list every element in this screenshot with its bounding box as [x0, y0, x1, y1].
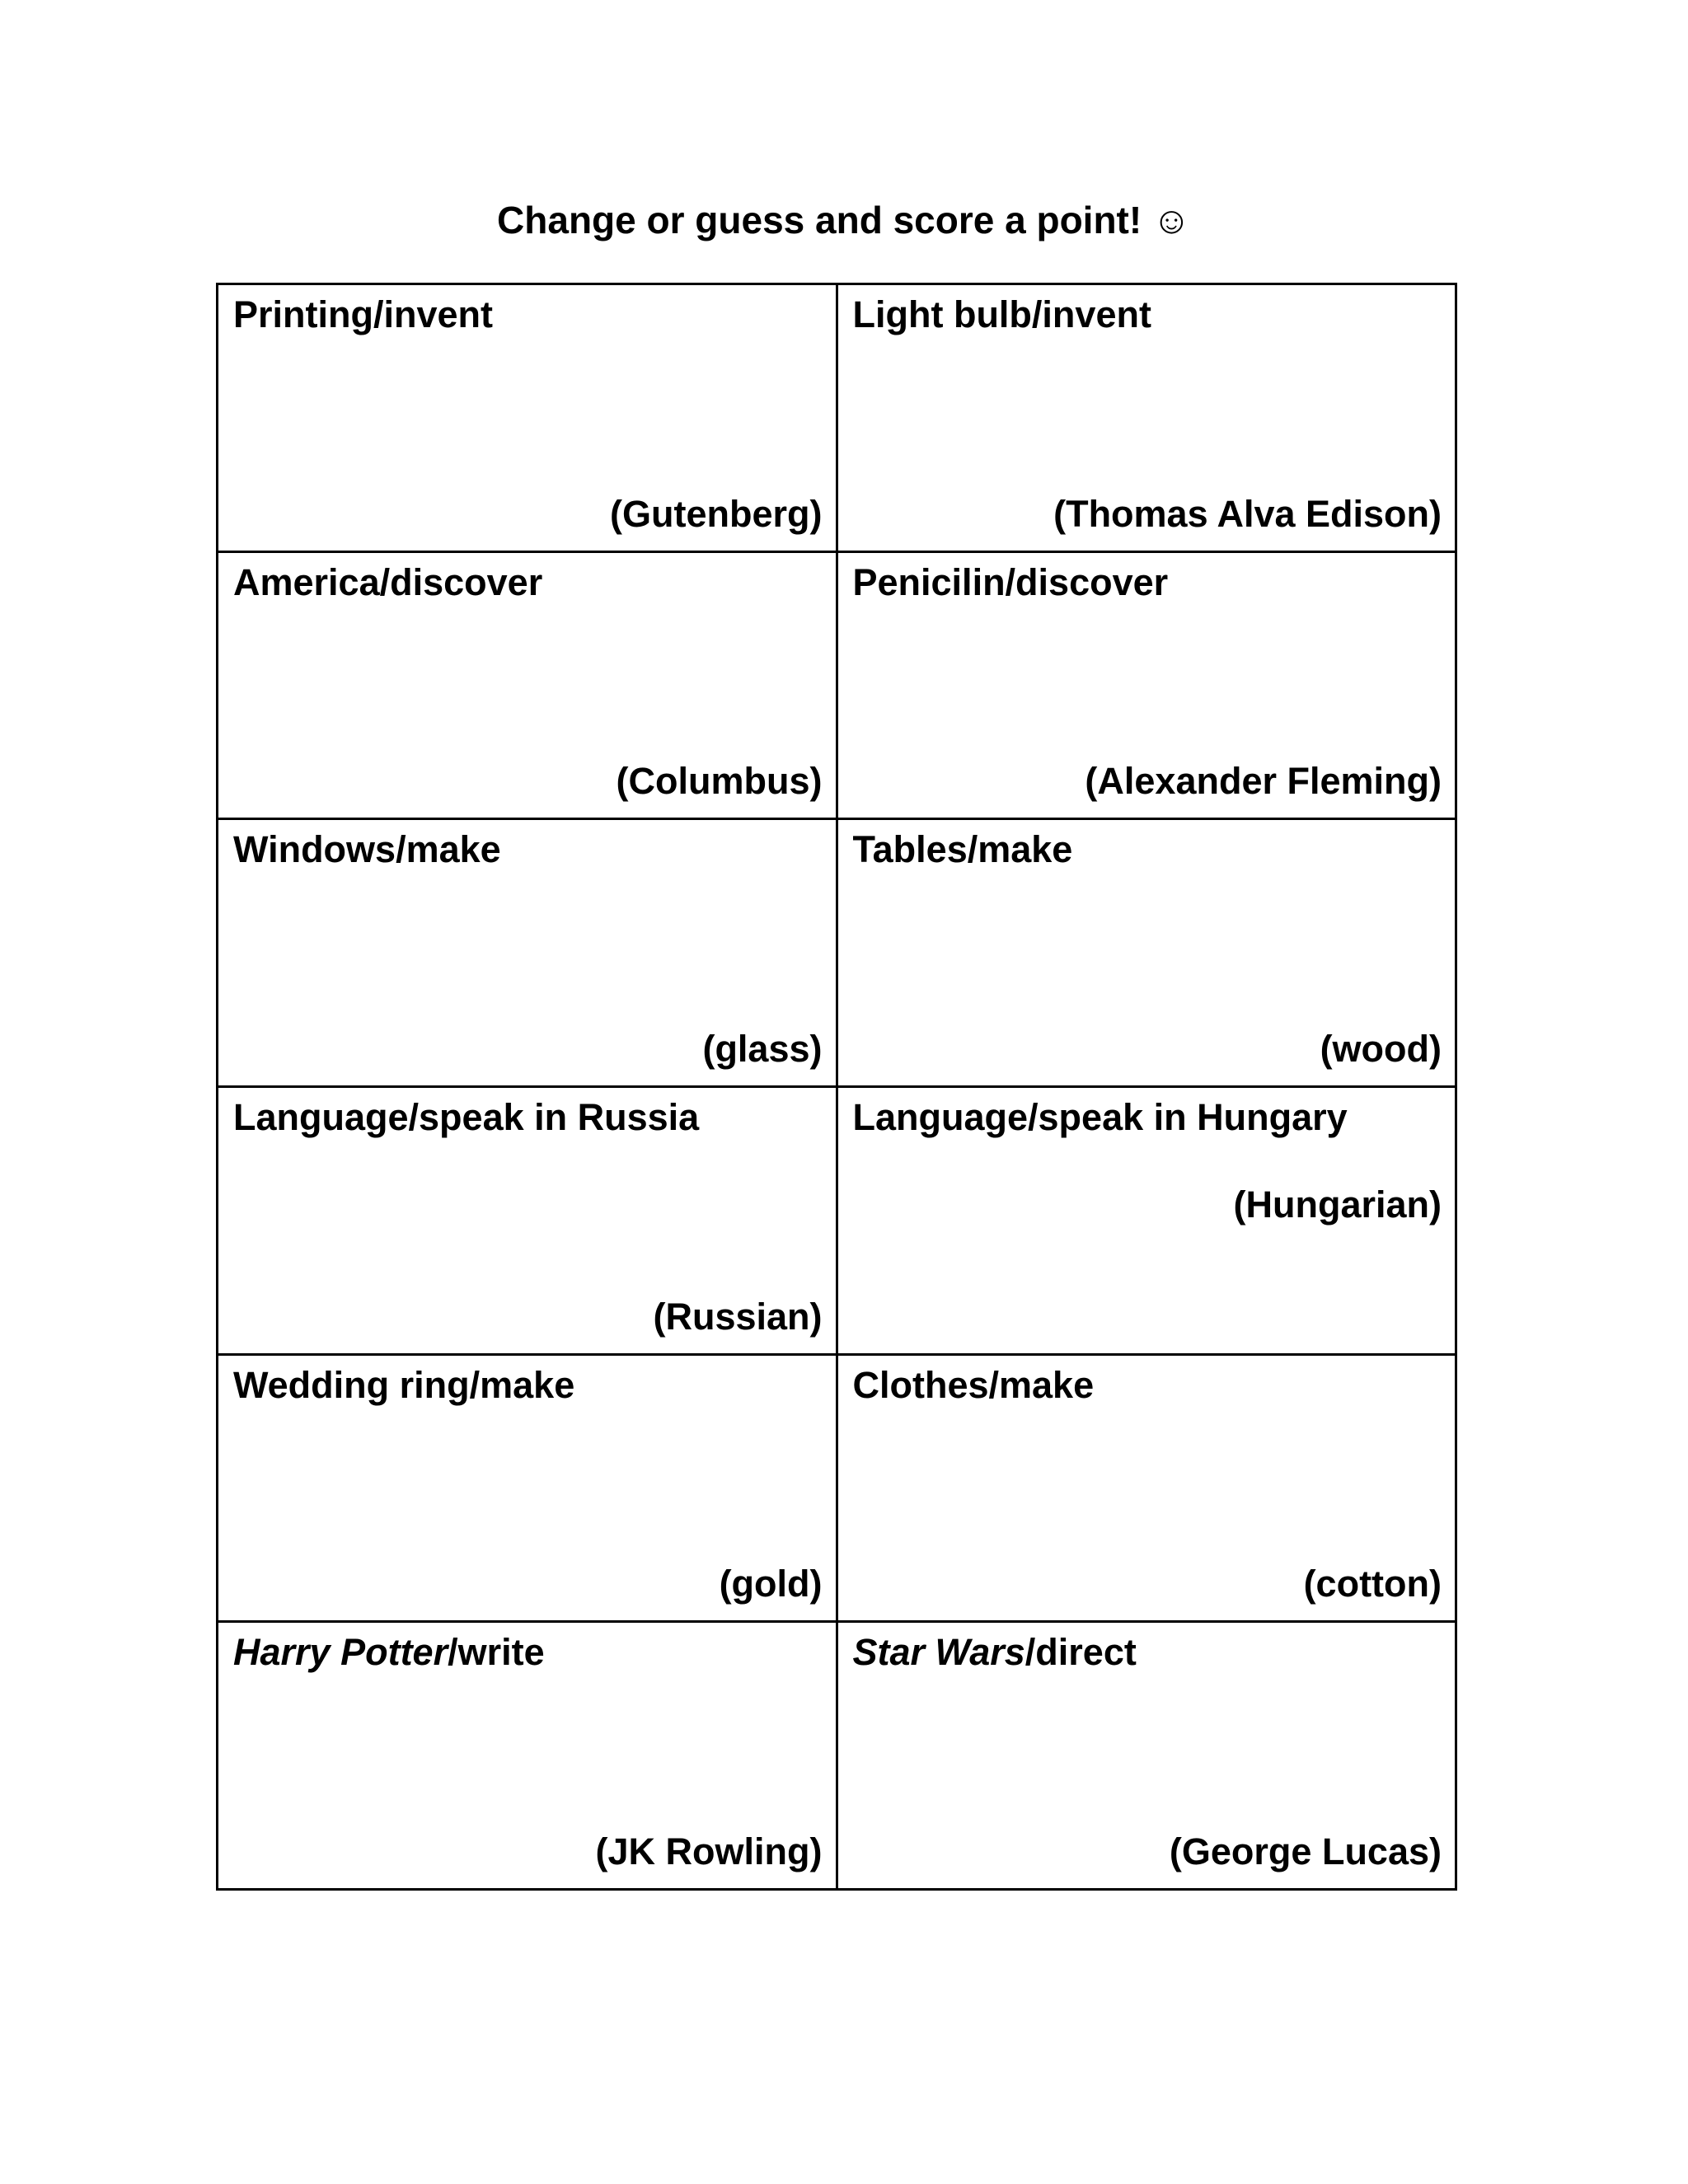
card-prompt-text: Printing/invent [233, 293, 493, 335]
card-cell [837, 819, 1456, 1087]
card-prompt [233, 1361, 821, 1410]
card-cell [218, 551, 837, 819]
card-prompt [853, 1628, 1441, 1677]
card-prompt-text: Language/speak in Hungary [852, 1095, 1348, 1138]
card-prompt-text: Penicilin/discover [852, 560, 1169, 603]
card-answer: (Thomas Alva Edison) [1053, 492, 1442, 535]
card-prompt-italic: Star Wars [852, 1631, 1025, 1674]
card-cell [218, 1086, 837, 1354]
card-cell [837, 551, 1456, 819]
card-prompt-italic: Harry Potter [233, 1631, 448, 1674]
card-prompt [233, 1093, 821, 1142]
card-prompt-text: /write [448, 1631, 545, 1674]
card-prompt-text: Wedding ring/make [233, 1363, 575, 1406]
card-row [218, 819, 1456, 1087]
card-row [218, 551, 1456, 819]
card-prompt [233, 825, 821, 874]
card-table [216, 283, 1457, 1891]
card-cell [218, 1354, 837, 1622]
card-prompt [853, 558, 1441, 607]
card-answer: (Alexander Fleming) [1085, 760, 1442, 803]
card-prompt-text: Language/speak in Russia [233, 1095, 700, 1138]
card-prompt-text: Tables/make [852, 828, 1073, 871]
card-cell [837, 1354, 1456, 1622]
card-answer: (Columbus) [616, 760, 823, 803]
card-prompt-text: Windows/make [233, 828, 501, 871]
card-prompt-text: /direct [1025, 1631, 1137, 1674]
card-answer: (Russian) [653, 1295, 823, 1338]
card-cell [218, 819, 837, 1087]
card-prompt [853, 825, 1441, 874]
card-cell [837, 284, 1456, 552]
card-answer: (cotton) [1303, 1563, 1442, 1605]
card-prompt [233, 1628, 821, 1677]
card-row [218, 1086, 1456, 1354]
card-prompt [233, 290, 821, 340]
card-cell [837, 1086, 1456, 1354]
page-title: Change or guess and score a point! ☺ [497, 199, 1191, 241]
card-prompt [853, 1361, 1441, 1410]
card-cell [837, 1622, 1456, 1890]
card-prompt [853, 1093, 1441, 1142]
card-answer: (wood) [1320, 1027, 1442, 1070]
card-answer: (Gutenberg) [610, 492, 823, 535]
card-answer: (George Lucas) [1169, 1830, 1442, 1872]
card-prompt [233, 558, 821, 607]
card-row [218, 1622, 1456, 1890]
card-prompt-text: Light bulb/invent [852, 293, 1151, 335]
card-answer: (JK Rowling) [595, 1830, 823, 1872]
card-answer: (glass) [702, 1027, 823, 1070]
card-answer: (gold) [719, 1563, 823, 1605]
card-row [218, 284, 1456, 552]
card-answer: (Hungarian) [1233, 1183, 1442, 1226]
card-cell [218, 1622, 837, 1890]
card-prompt-text: Clothes/make [852, 1363, 1095, 1406]
card-prompt-text: America/discover [233, 560, 543, 603]
card-cell [218, 284, 837, 552]
card-prompt [853, 290, 1441, 340]
card-row [218, 1354, 1456, 1622]
